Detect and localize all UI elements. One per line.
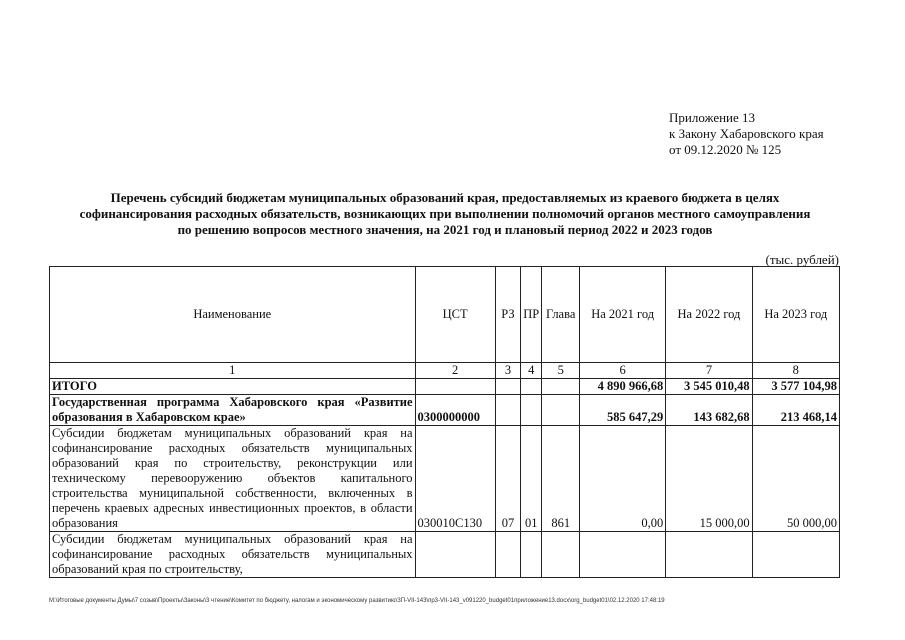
- row-pr: 01: [521, 426, 542, 532]
- appendix-line-3: от 09.12.2020 № 125: [669, 142, 782, 157]
- row-glava: 861: [542, 426, 580, 532]
- appendix-line-1: Приложение 13: [669, 110, 756, 125]
- row-cst: [415, 532, 495, 578]
- row-rz: [495, 379, 520, 395]
- row-2022: [666, 532, 752, 578]
- row-2021: 0,00: [580, 426, 666, 532]
- row-glava: [542, 395, 580, 426]
- document-title: [50, 190, 840, 238]
- col-number: 1: [50, 363, 416, 379]
- table-row-program: [50, 395, 840, 426]
- header-2023: На 2023 год: [752, 267, 839, 363]
- row-rz: [495, 532, 520, 578]
- column-number-row: [50, 363, 840, 379]
- row-2022: 143 682,68: [666, 395, 752, 426]
- row-2022: 3 545 010,48: [666, 379, 752, 395]
- header-rz: РЗ: [495, 267, 520, 363]
- subsidies-table: [49, 266, 840, 578]
- row-pr: [521, 532, 542, 578]
- file-path-footer: М:\Итоговые документы Думы\7 созыв\Проекты\Законы\3 чтение\Комитет по бюджету, налогам и экономическому развитию\ЗП-VII-143\пр3-VII-143_v091220_budget01приложение13.docx\org_budget01\02.12.2020 17:48:19: [49, 598, 665, 604]
- col-number: 3: [495, 363, 520, 379]
- row-2022: 15 000,00: [666, 426, 752, 532]
- header-2022: На 2022 год: [666, 267, 752, 363]
- title-line-3: по решению вопросов местного значения, на 2021 год и плановый период 2022 и 2023 годов: [177, 222, 713, 237]
- table-header-row: [50, 267, 840, 363]
- table-row-subsidy-continued: [50, 532, 840, 578]
- header-name: Наименование: [50, 267, 416, 363]
- row-2023: 3 577 104,98: [752, 379, 839, 395]
- row-cst: 0300000000: [415, 395, 495, 426]
- appendix-line-2: к Закону Хабаровского края: [669, 126, 824, 141]
- header-pr: ПР: [521, 267, 542, 363]
- row-rz: 07: [495, 426, 520, 532]
- table-row-subsidy: [50, 426, 840, 532]
- col-number: 5: [542, 363, 580, 379]
- col-number: 7: [666, 363, 752, 379]
- row-2023: [752, 532, 839, 578]
- header-cst: ЦСТ: [415, 267, 495, 363]
- row-pr: [521, 379, 542, 395]
- row-pr: [521, 395, 542, 426]
- col-number: 4: [521, 363, 542, 379]
- header-glava: Глава: [542, 267, 580, 363]
- row-glava: [542, 532, 580, 578]
- row-rz: [495, 395, 520, 426]
- row-name: ИТОГО: [50, 379, 416, 395]
- row-cst: 030010С130: [415, 426, 495, 532]
- col-number: 2: [415, 363, 495, 379]
- units-label: (тыс. рублей): [765, 252, 839, 267]
- row-2021: 585 647,29: [580, 395, 666, 426]
- row-2021: 4 890 966,68: [580, 379, 666, 395]
- row-name: Субсидии бюджетам муниципальных образований края на софинансирование расходных обязательств муниципальных образований края по строительству, реконструкции или техническому перевооружению объектов капитального строительства муниципальной собственности, включенных в перечень краевых адресных инвестиционных проектов, в области образования: [50, 426, 416, 532]
- title-line-2: софинансирования расходных обязательств, возникающих при выполнении полномочий органов местного самоуправления: [79, 206, 811, 221]
- row-cst: [415, 379, 495, 395]
- row-2021: [580, 532, 666, 578]
- row-2023: 50 000,00: [752, 426, 839, 532]
- appendix-block: [669, 110, 824, 158]
- col-number: 6: [580, 363, 666, 379]
- title-line-1: Перечень субсидий бюджетам муниципальных образований края, предоставляемых из краевого бюджета в целях: [110, 190, 780, 205]
- row-2023: 213 468,14: [752, 395, 839, 426]
- row-glava: [542, 379, 580, 395]
- col-number: 8: [752, 363, 839, 379]
- row-name: Государственная программа Хабаровского края «Развитие образования в Хабаровском крае»: [50, 395, 416, 426]
- row-name: Субсидии бюджетам муниципальных образований края на софинансирование расходных обязательств муниципальных образований края по строительству,: [50, 532, 416, 578]
- table-row-total: [50, 379, 840, 395]
- header-2021: На 2021 год: [580, 267, 666, 363]
